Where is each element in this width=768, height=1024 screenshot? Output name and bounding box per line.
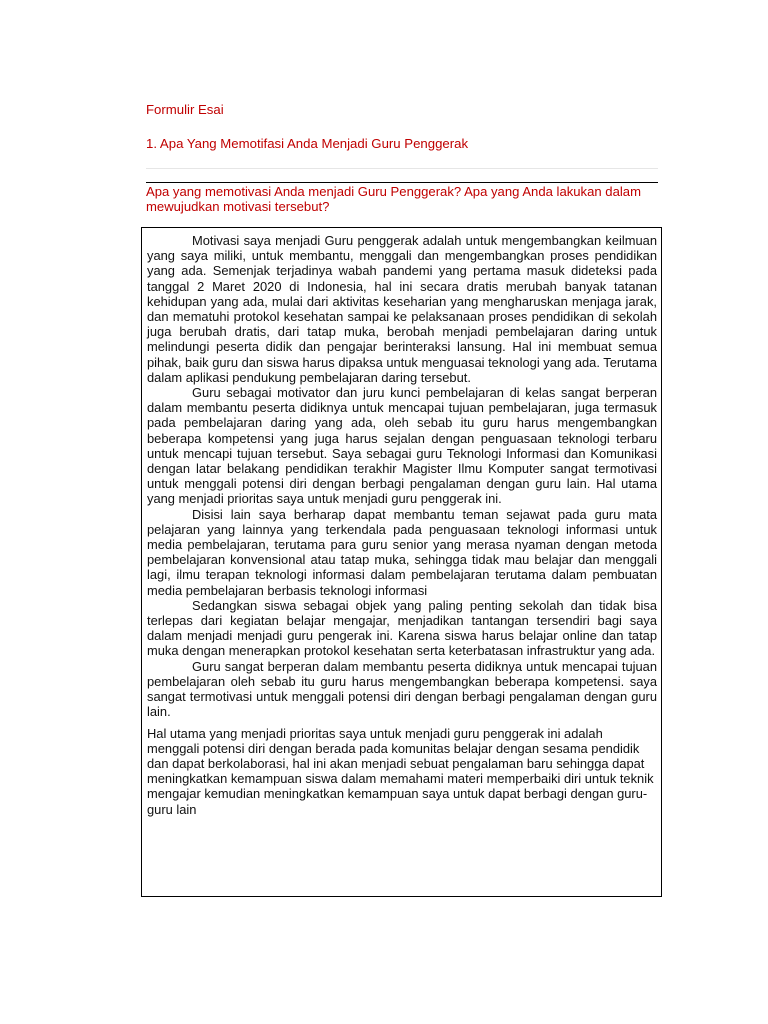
answer-text bbox=[147, 233, 657, 817]
essay-prompt: Apa yang memotivasi Anda menjadi Guru Penggerak? Apa yang Anda lakukan dalam mewujudkan motivasi tersebut? bbox=[146, 184, 641, 214]
prompt-divider bbox=[146, 182, 658, 183]
answer-closing-paragraph: Hal utama yang menjadi prioritas saya untuk menjadi guru penggerak ini adalah menggali potensi diri dengan berada pada komunitas belajar dengan sesama pendidik dan dapat berkolaborasi, hal ini akan menjadi sebuat pengalaman baru sehingga dapat meningkatkan kemampuan siswa dalam memahami materi memperbaiki diri untuk teknik mengajar kemudian meningkatkan kemampuan saya untuk dapat berbagi dengan guru-guru lain bbox=[147, 725, 654, 817]
faint-divider bbox=[146, 168, 658, 169]
answer-paragraph: Motivasi saya menjadi Guru penggerak adalah untuk mengembangkan keilmuan yang saya miliki, untuk membantu, menggali dan mengembangkan proses pendidikan yang ada. Semenjak terjadinya wabah pandemi yang pertama masuk dideteksi pada tanggal 2 Maret 2020 di Indonesia, hal ini secara dratis merubah banyak tatanan kehidupan yang ada, mulai dari aktivitas keseharian yang mengharuskan menjaga jarak, dan mematuhi protokol kesehatan sampai ke pelaksanaan proses pendidikan di sekolah juga berubah dratis, dari tatap muka, berobah menjadi pembelajaran daring untuk melindungi peserta didik dan pengajar berinteraksi lansung. Hal ini membuat semua pihak, baik guru dan siswa harus dipaksa untuk menguasai teknologi yang ada. Terutama dalam aplikasi pendukung pembelajaran daring tersebut. bbox=[147, 233, 657, 385]
answer-box bbox=[141, 227, 662, 897]
question-heading: 1. Apa Yang Memotifasi Anda Menjadi Guru Penggerak bbox=[146, 136, 469, 151]
answer-paragraph: Guru sebagai motivator dan juru kunci pembelajaran di kelas sangat berperan dalam membantu peserta didiknya untuk mencapai tujuan pembelajaran, juga termasuk pada pembelajaran daring yang ada, oleh sebab itu guru harus mengembangkan beberapa kompetensi yang juga harus sejalan dengan penguasaan teknologi terbaru untuk mencapi tujuan tersebut. Saya sebagai guru Teknologi Informasi dan Komunikasi dengan latar belakang pendidikan terakhir Magister Ilmu Komputer sangat termotivasi untuk menggali potensi diri dengan berbagi pengalaman dengan guru lain. Hal utama yang menjadi prioritas saya untuk menjadi guru penggerak ini. bbox=[147, 385, 657, 507]
answer-paragraph: Disisi lain saya berharap dapat membantu teman sejawat pada guru mata pelajaran yang lainnya yang terkendala pada penguasaan teknologi informasi untuk media pembelajaran, terutama para guru senior yang merasa nyaman dengan metoda pembelajaran konvensional atau tatap muka, sehingga tidak mau belajar dan menggali lagi, ilmu terapan teknologi informasi dalam pembelajaran terutama dalam pembuatan media pembelajaran berbasis teknologi informasi bbox=[147, 506, 657, 598]
answer-paragraph: Sedangkan siswa sebagai objek yang paling penting sekolah dan tidak bisa terlepas dari kegiatan belajar mengajar, menjadikan tantangan tersendiri bagi saya dalam menjadi menjadi guru pengerak ini. Karena siswa harus belajar online dan tatap muka dengan menerapkan protokol kesehatan serta keterbatasan infrastruktur yang ada. bbox=[147, 597, 657, 659]
form-title: Formulir Esai bbox=[146, 102, 224, 117]
answer-paragraph: Guru sangat berperan dalam membantu peserta didiknya untuk mencapai tujuan pembelajaran oleh sebab itu guru harus mengembangkan beberapa kompetensi. saya sangat termotivasi untuk menggali potensi diri dengan berbagi pengalaman dengan guru lain. bbox=[147, 658, 657, 720]
